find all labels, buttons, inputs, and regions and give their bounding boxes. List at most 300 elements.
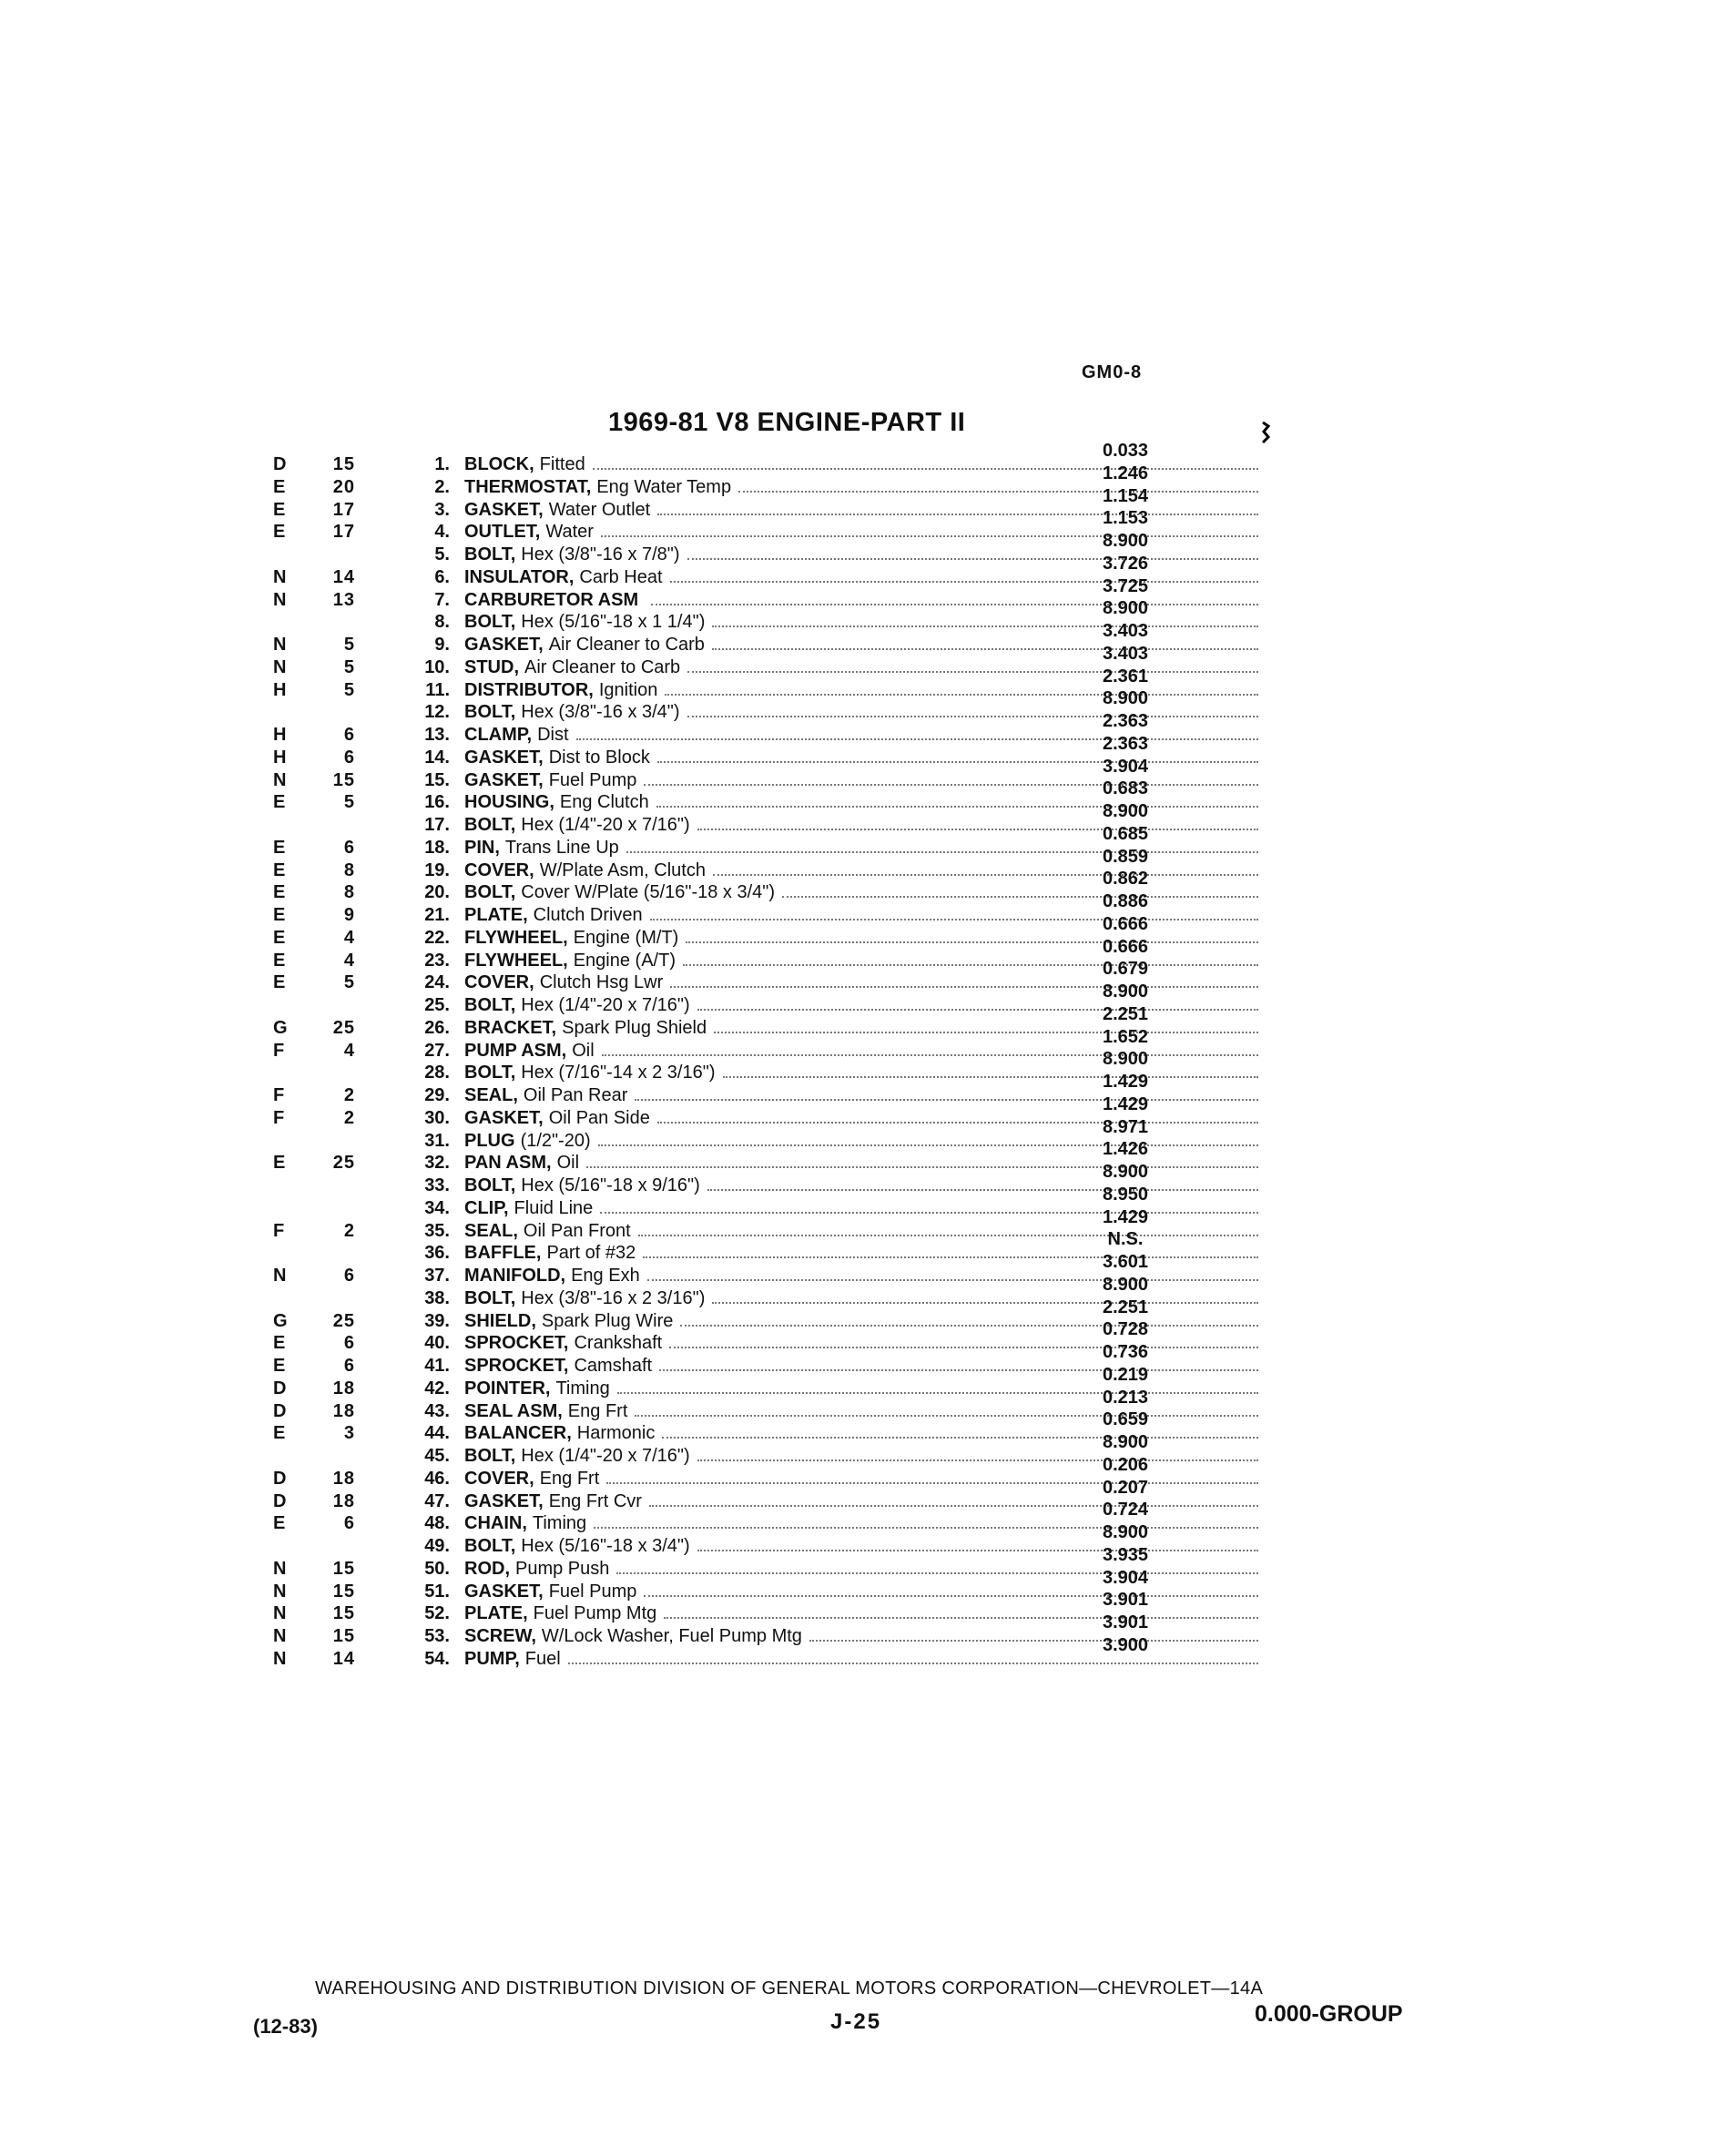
grid-ref — [273, 567, 355, 588]
grid-letter: E — [273, 905, 287, 925]
part-qualifier: Timing — [532, 1513, 587, 1534]
dot-leader — [657, 1122, 1258, 1124]
grid-number: 18 — [332, 1490, 355, 1511]
item-number: 23. — [424, 950, 450, 971]
item-number: 51. — [424, 1581, 450, 1602]
part-qualifier: Crankshaft — [574, 1333, 663, 1354]
dot-leader — [647, 1279, 1258, 1281]
part-qualifier: Hex (5/16"-18 x 9/16") — [521, 1175, 700, 1195]
dot-leader — [697, 829, 1258, 830]
table-row — [273, 972, 1457, 994]
part-qualifier: Water — [545, 522, 594, 543]
dot-leader — [644, 1595, 1258, 1597]
group-number: 3.904 — [1102, 1567, 1149, 1588]
table-row — [273, 1311, 1457, 1333]
grid-ref — [273, 928, 355, 949]
grid-ref — [273, 1603, 355, 1624]
grid-ref — [273, 770, 355, 791]
group-label: 0.000-GROUP — [1255, 2001, 1403, 2027]
part-qualifier: Fluid Line — [514, 1197, 594, 1218]
group-number: 8.900 — [1102, 688, 1149, 709]
group-number: 0.659 — [1102, 1409, 1149, 1430]
dot-leader — [649, 1505, 1258, 1507]
grid-ref — [273, 1559, 355, 1580]
grid-letter: D — [273, 1400, 288, 1421]
grid-letter: D — [273, 454, 288, 474]
item-number: 46. — [424, 1468, 450, 1489]
group-number: 0.724 — [1102, 1500, 1149, 1520]
table-row — [273, 838, 1457, 859]
grid-letter: E — [273, 1153, 287, 1174]
group-number: 2.361 — [1102, 666, 1149, 686]
part-qualifier: Hex (3/8"-16 x 7/8") — [521, 544, 680, 564]
part-name: MANIFOLD, — [464, 1266, 566, 1286]
item-number: 47. — [424, 1490, 450, 1511]
grid-number: 6 — [343, 837, 355, 858]
dot-leader — [616, 1572, 1258, 1574]
part-qualifier: Oil Pan Rear — [523, 1085, 628, 1105]
part-name: BOLT, — [464, 1446, 516, 1466]
part-qualifier: Hex (7/16"-14 x 2 3/16") — [521, 1063, 716, 1083]
grid-letter: E — [273, 792, 287, 813]
grid-letter: F — [273, 1040, 286, 1061]
table-row — [273, 1491, 1457, 1513]
dot-leader — [697, 1550, 1258, 1551]
table-row — [273, 567, 1457, 589]
item-number: 25. — [424, 995, 450, 1015]
table-row — [273, 995, 1457, 1017]
group-number: 3.901 — [1102, 1612, 1149, 1632]
part-name: PLATE, — [464, 1603, 528, 1624]
grid-letter: E — [273, 1513, 287, 1534]
group-number: 3.403 — [1102, 643, 1149, 664]
group-number: 0.683 — [1102, 778, 1149, 799]
item-number: 6. — [434, 566, 450, 587]
grid-ref — [273, 1491, 355, 1512]
part-name: GASKET, — [464, 1107, 544, 1128]
item-number: 15. — [424, 769, 450, 790]
grid-ref — [273, 454, 355, 475]
part-name: BOLT, — [464, 1175, 516, 1195]
part-name: STUD, — [464, 656, 519, 677]
grid-number: 15 — [332, 1603, 355, 1624]
part-qualifier: Clutch Driven — [533, 905, 643, 925]
grid-ref — [273, 905, 355, 926]
table-row — [273, 1243, 1457, 1265]
grid-letter: H — [273, 725, 288, 745]
table-row — [273, 1221, 1457, 1243]
part-name: PIN, — [464, 837, 500, 858]
item-number: 13. — [424, 725, 450, 745]
grid-letter: E — [273, 950, 287, 971]
page-number: J-25 — [830, 2009, 882, 2034]
item-number: 19. — [424, 859, 450, 880]
dot-leader — [712, 625, 1258, 627]
part-qualifier: Hex (5/16"-18 x 3/4") — [521, 1536, 690, 1556]
part-qualifier: Engine (A/T) — [573, 950, 676, 971]
grid-number: 2 — [343, 1107, 355, 1128]
dot-leader — [657, 514, 1258, 515]
part-name: DISTRIBUTOR, — [464, 679, 594, 700]
table-row — [273, 1378, 1457, 1400]
group-number: 2.363 — [1102, 733, 1149, 754]
part-name: SEAL, — [464, 1220, 518, 1241]
group-number: 1.426 — [1102, 1139, 1149, 1160]
grid-number: 18 — [332, 1468, 355, 1489]
revision-date: (12-83) — [253, 2015, 318, 2038]
part-name: POINTER, — [464, 1378, 551, 1398]
part-qualifier: Eng Exh — [571, 1266, 640, 1286]
grid-ref — [273, 635, 355, 656]
grid-letter: D — [273, 1378, 288, 1398]
grid-ref — [273, 1469, 355, 1490]
grid-ref — [273, 882, 355, 903]
grid-letter: G — [273, 1017, 289, 1038]
group-number: 8.900 — [1102, 531, 1149, 551]
grid-ref — [273, 1266, 355, 1286]
table-row — [273, 1581, 1457, 1603]
part-name: PUMP, — [464, 1648, 520, 1669]
grid-number: 15 — [332, 769, 355, 790]
group-number: 0.206 — [1102, 1454, 1149, 1475]
part-qualifier: Oil Pan Front — [523, 1220, 631, 1241]
dot-leader — [714, 1032, 1258, 1033]
part-name: SEAL ASM, — [464, 1400, 563, 1421]
item-number: 12. — [424, 702, 450, 723]
table-row — [273, 657, 1457, 679]
grid-number: 5 — [343, 972, 355, 993]
grid-letter: E — [273, 522, 287, 543]
grid-letter: E — [273, 1423, 287, 1444]
grid-letter: D — [273, 1468, 288, 1489]
dot-leader — [670, 986, 1258, 988]
dot-leader — [662, 1437, 1258, 1439]
part-name: BAFFLE, — [464, 1243, 542, 1264]
dot-leader — [738, 491, 1258, 493]
table-row — [273, 1288, 1457, 1310]
part-qualifier: Camshaft — [574, 1356, 653, 1376]
group-number: 1.246 — [1102, 463, 1149, 483]
part-qualifier: Fuel Pump Mtg — [533, 1603, 657, 1624]
grid-letter: N — [273, 589, 288, 610]
grid-letter: F — [273, 1220, 286, 1241]
grid-ref — [273, 951, 355, 971]
dot-leader — [809, 1640, 1258, 1642]
part-qualifier: Eng Frt Cvr — [548, 1490, 642, 1511]
part-name: COVER, — [464, 859, 534, 880]
part-name: GASKET, — [464, 1490, 544, 1511]
table-row — [273, 928, 1457, 950]
grid-ref — [273, 1401, 355, 1422]
group-number: 0.736 — [1102, 1342, 1149, 1362]
grid-number: 9 — [343, 905, 355, 925]
grid-ref — [273, 1311, 355, 1332]
grid-letter: N — [273, 1603, 288, 1624]
grid-number: 13 — [332, 589, 355, 610]
group-number: 1.154 — [1102, 485, 1149, 506]
part-name: HOUSING, — [464, 792, 554, 813]
item-number: 22. — [424, 927, 450, 948]
group-number: 0.862 — [1102, 869, 1149, 890]
part-name: BALANCER, — [464, 1423, 572, 1444]
table-row — [273, 522, 1457, 544]
dot-leader — [687, 558, 1258, 560]
item-number: 50. — [424, 1558, 450, 1579]
grid-number: 17 — [332, 522, 355, 543]
item-number: 5. — [434, 544, 450, 564]
grid-letter: N — [273, 635, 288, 655]
grid-number: 20 — [332, 476, 355, 497]
table-row — [273, 612, 1457, 634]
part-qualifier: Trans Line Up — [504, 837, 619, 858]
page-title: 1969-81 V8 ENGINE-PART II — [608, 408, 966, 437]
part-qualifier: Carb Heat — [579, 566, 663, 587]
dot-leader — [683, 964, 1258, 966]
item-number: 54. — [424, 1648, 450, 1669]
grid-ref — [273, 860, 355, 881]
part-qualifier: W/Plate Asm, Clutch — [539, 859, 706, 880]
grid-number: 4 — [343, 1040, 355, 1061]
part-qualifier: Eng Frt — [567, 1400, 628, 1421]
grid-ref — [273, 1018, 355, 1039]
group-number: 0.666 — [1102, 936, 1149, 957]
table-row — [273, 1423, 1457, 1445]
part-qualifier: Fuel Pump — [548, 1581, 637, 1602]
part-name: BLOCK, — [464, 454, 534, 474]
part-name: COVER, — [464, 1468, 534, 1489]
table-row — [273, 905, 1457, 927]
group-number: 0.033 — [1102, 441, 1149, 461]
dot-leader — [687, 671, 1258, 673]
item-number: 33. — [424, 1175, 450, 1195]
dot-leader — [635, 1415, 1258, 1417]
item-number: 39. — [424, 1310, 450, 1331]
item-number: 43. — [424, 1400, 450, 1421]
item-number: 38. — [424, 1287, 450, 1308]
group-number: 3.935 — [1102, 1544, 1149, 1565]
group-number: 3.901 — [1102, 1590, 1149, 1611]
grid-letter: G — [273, 1310, 289, 1331]
item-number: 32. — [424, 1153, 450, 1174]
table-row — [273, 1649, 1457, 1671]
group-number: 8.950 — [1102, 1184, 1149, 1205]
part-name: THERMOSTAT, — [464, 476, 592, 497]
item-number: 14. — [424, 747, 450, 768]
group-number: 1.429 — [1102, 1072, 1149, 1092]
grid-letter: E — [273, 927, 287, 948]
group-number: 3.726 — [1102, 553, 1149, 574]
grid-letter: N — [273, 566, 288, 587]
grid-ref — [273, 500, 355, 521]
part-qualifier: Hex (1/4"-20 x 7/16") — [521, 995, 690, 1015]
grid-ref — [273, 1333, 355, 1354]
part-name: CLIP, — [464, 1197, 509, 1218]
part-name: CHAIN, — [464, 1513, 527, 1534]
part-qualifier: Water Outlet — [548, 499, 651, 520]
dot-leader — [686, 941, 1258, 943]
item-number: 42. — [424, 1378, 450, 1398]
grid-ref — [273, 1085, 355, 1106]
dot-leader — [626, 851, 1258, 853]
grid-ref — [273, 590, 355, 611]
grid-letter: H — [273, 747, 288, 768]
part-name: GASKET, — [464, 769, 544, 790]
group-number: 0.213 — [1102, 1387, 1149, 1408]
grid-ref — [273, 725, 355, 746]
group-number: 8.900 — [1102, 1049, 1149, 1070]
document-code: GM0-8 — [1082, 362, 1143, 382]
item-number: 49. — [424, 1536, 450, 1556]
table-row — [273, 454, 1457, 476]
table-row — [273, 1018, 1457, 1040]
dot-leader — [635, 1099, 1258, 1101]
item-number: 4. — [434, 522, 450, 543]
table-row — [273, 792, 1457, 814]
part-name: PLUG — [464, 1130, 515, 1151]
part-name: BOLT, — [464, 1063, 516, 1083]
grid-number: 14 — [332, 566, 355, 587]
item-number: 52. — [424, 1603, 450, 1624]
grid-number: 17 — [332, 499, 355, 520]
part-name: INSULATOR, — [464, 566, 575, 587]
group-number: 8.900 — [1102, 1274, 1149, 1295]
group-number: 1.429 — [1102, 1206, 1149, 1227]
table-row — [273, 1559, 1457, 1581]
table-row — [273, 1603, 1457, 1625]
dot-leader — [644, 784, 1258, 786]
grid-letter: N — [273, 656, 288, 677]
grid-letter: E — [273, 837, 287, 858]
table-row — [273, 815, 1457, 837]
part-qualifier: Dist to Block — [548, 747, 650, 768]
item-number: 27. — [424, 1040, 450, 1061]
part-name: GASKET, — [464, 635, 544, 655]
grid-ref — [273, 972, 355, 993]
part-name: GASKET, — [464, 499, 544, 520]
dot-leader — [657, 761, 1258, 763]
dot-leader — [723, 1076, 1259, 1078]
grid-ref — [273, 522, 355, 543]
item-number: 30. — [424, 1107, 450, 1128]
part-qualifier: Pump Push — [515, 1558, 610, 1579]
part-name: CLAMP, — [464, 725, 533, 745]
dot-leader — [643, 1256, 1258, 1258]
dot-leader — [669, 1347, 1258, 1348]
group-number: 8.900 — [1102, 1522, 1149, 1542]
part-name: FLYWHEEL, — [464, 950, 568, 971]
table-row — [273, 951, 1457, 972]
grid-number: 18 — [332, 1400, 355, 1421]
dot-leader — [638, 1235, 1258, 1236]
part-qualifier: Part of #32 — [546, 1243, 636, 1264]
item-number: 26. — [424, 1017, 450, 1038]
group-number: 3.904 — [1102, 756, 1149, 777]
item-number: 24. — [424, 972, 450, 993]
part-name: COVER, — [464, 972, 534, 993]
part-qualifier: Dist — [537, 725, 569, 745]
part-name: SPROCKET, — [464, 1356, 569, 1376]
grid-number: 2 — [343, 1085, 355, 1105]
grid-number: 6 — [343, 1513, 355, 1534]
grid-ref — [273, 1513, 355, 1534]
dot-leader — [680, 1325, 1258, 1327]
part-name: GASKET, — [464, 747, 544, 768]
item-number: 7. — [434, 589, 450, 610]
table-row — [273, 1356, 1457, 1378]
grid-number: 5 — [343, 792, 355, 813]
part-qualifier: Spark Plug Wire — [541, 1310, 674, 1331]
part-qualifier: Clutch Hsg Lwr — [539, 972, 664, 993]
table-row — [273, 882, 1457, 904]
item-number: 37. — [424, 1266, 450, 1286]
grid-letter: E — [273, 476, 287, 497]
grid-number: 25 — [332, 1017, 355, 1038]
part-name: CARBURETOR ASM — [464, 589, 639, 610]
grid-number: 15 — [332, 1581, 355, 1602]
dot-leader — [568, 1663, 1258, 1664]
table-row — [273, 500, 1457, 522]
table-row — [273, 1198, 1457, 1220]
part-qualifier: Spark Plug Shield — [562, 1017, 707, 1038]
group-number: 0.219 — [1102, 1364, 1149, 1385]
grid-number: 4 — [343, 950, 355, 971]
dot-leader — [664, 1617, 1258, 1619]
part-name: BOLT, — [464, 1536, 516, 1556]
part-qualifier: W/Lock Washer, Fuel Pump Mtg — [541, 1626, 802, 1646]
table-row — [273, 1175, 1457, 1197]
grid-ref — [273, 1041, 355, 1062]
item-number: 21. — [424, 905, 450, 925]
group-number: 1.652 — [1102, 1026, 1149, 1047]
item-number: 18. — [424, 837, 450, 858]
item-number: 10. — [424, 656, 450, 677]
dot-leader — [687, 716, 1258, 717]
grid-number: 25 — [332, 1310, 355, 1331]
grid-number: 6 — [343, 1333, 355, 1354]
grid-letter: N — [273, 1581, 288, 1602]
grid-letter: D — [273, 1490, 288, 1511]
grid-number: 5 — [343, 656, 355, 677]
item-number: 9. — [434, 635, 450, 655]
part-name: BRACKET, — [464, 1017, 557, 1038]
grid-letter: F — [273, 1107, 286, 1128]
part-name: BOLT, — [464, 544, 516, 564]
grid-number: 15 — [332, 1626, 355, 1646]
part-qualifier: Oil — [572, 1040, 595, 1061]
table-row — [273, 1131, 1457, 1153]
dot-leader — [707, 1189, 1258, 1191]
grid-ref — [273, 1649, 355, 1670]
grid-number: 8 — [343, 882, 355, 903]
dot-leader — [712, 1302, 1258, 1304]
dot-leader — [712, 648, 1258, 650]
item-number: 17. — [424, 815, 450, 835]
part-qualifier: Eng Clutch — [559, 792, 649, 813]
part-qualifier: Air Cleaner to Carb — [524, 656, 681, 677]
dot-leader — [697, 1459, 1258, 1461]
grid-ref — [273, 1108, 355, 1129]
part-name: BOLT, — [464, 612, 516, 633]
item-number: 31. — [424, 1130, 450, 1151]
table-row — [273, 1063, 1457, 1084]
grid-number: 4 — [343, 927, 355, 948]
table-row — [273, 860, 1457, 882]
group-number: 3.601 — [1102, 1252, 1149, 1272]
part-qualifier: Fuel Pump — [548, 769, 637, 790]
table-row — [273, 1626, 1457, 1648]
table-row — [273, 1401, 1457, 1423]
grid-ref — [273, 747, 355, 768]
